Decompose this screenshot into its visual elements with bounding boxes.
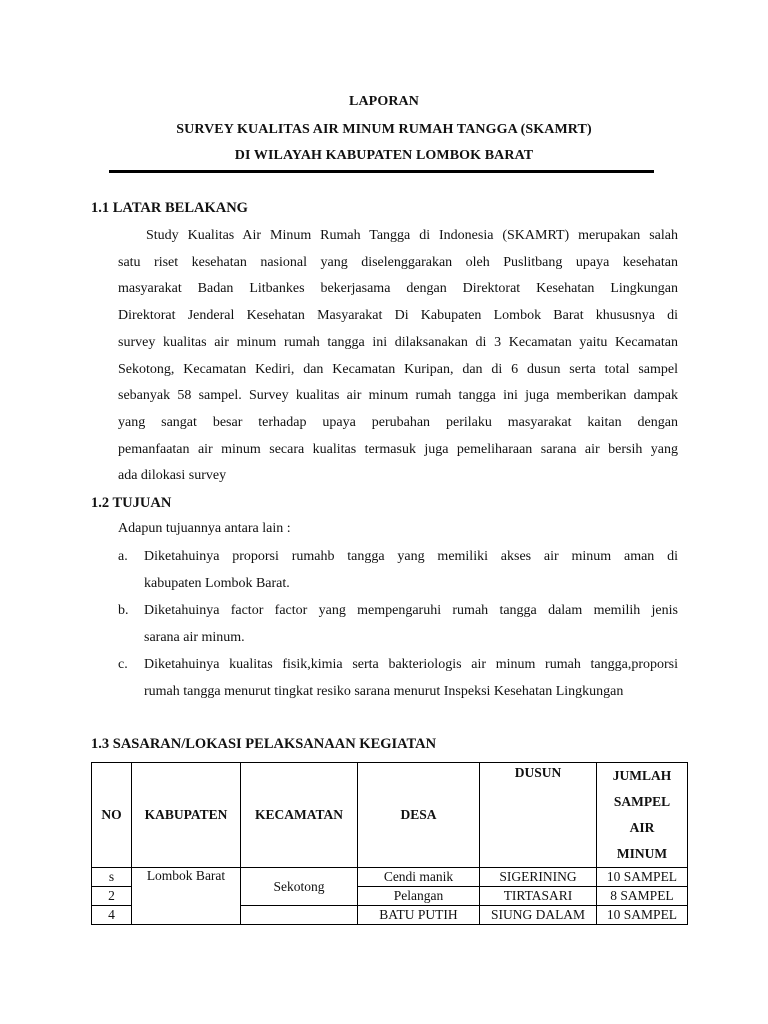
table-row <box>92 868 688 887</box>
table-header-row <box>92 763 688 868</box>
objective-line: rumah tangga menurut tingkat resiko sarana menurut Inspeksi Kesehatan Lingkungan <box>144 684 624 699</box>
objective-line: Diketahuinya proporsi rumahb tangga yang memiliki akses air minum aman di <box>144 549 678 564</box>
cell-kecamatan: Sekotong <box>241 868 358 906</box>
objective-item <box>118 651 678 705</box>
objectives-intro: Adapun tujuannya antara lain : <box>118 521 291 536</box>
header-desa: DESA <box>358 763 480 868</box>
report-title: LAPORAN <box>349 94 419 109</box>
background-paragraph <box>118 223 678 490</box>
objective-item <box>118 597 678 651</box>
cell-desa: Cendi manik <box>358 868 480 887</box>
objective-line: Diketahuinya kualitas fisik,kimia serta bakteriologis air minum rumah tangga,proporsi <box>144 657 678 672</box>
paragraph-line: survey kualitas air minum rumah tangga ini dilaksanakan di 3 Kecamatan yaitu Kecamatan <box>118 334 678 350</box>
section-heading-sasaran: 1.3 SASARAN/LOKASI PELAKSANAAN KEGIATAN <box>91 736 437 752</box>
report-subtitle: SURVEY KUALITAS AIR MINUM RUMAH TANGGA (SKAMRT) <box>176 122 592 137</box>
cell-desa: BATU PUTIH <box>358 906 480 925</box>
cell-jumlah: 10 SAMPEL <box>597 868 688 887</box>
header-dusun: DUSUN <box>480 763 597 868</box>
cell-no: s <box>92 868 132 887</box>
objective-line: sarana air minum. <box>144 630 245 645</box>
paragraph-line: pemanfaatan air minum secara kualitas termasuk juga pemeliharaan sarana air bersih yang <box>118 441 678 457</box>
paragraph-line: Sekotong, Kecamatan Kediri, dan Kecamatan Kuripan, dan di 6 dusun serta total sampel <box>118 361 678 377</box>
paragraph-line: ada dilokasi survey <box>118 468 227 484</box>
list-marker: b. <box>118 603 129 618</box>
header-kabupaten: KABUPATEN <box>132 763 241 868</box>
section-heading-latar-belakang: 1.1 LATAR BELAKANG <box>91 200 248 216</box>
cell-no: 4 <box>92 906 132 925</box>
objective-line: Diketahuinya factor factor yang mempengaruhi rumah tangga dalam memilih jenis <box>144 603 678 618</box>
cell-jumlah: 8 SAMPEL <box>597 887 688 906</box>
title-divider <box>109 170 654 173</box>
list-marker: c. <box>118 657 128 672</box>
cell-dusun: SIUNG DALAM <box>480 906 597 925</box>
section-heading-tujuan: 1.2 TUJUAN <box>91 495 172 511</box>
cell-desa: Pelangan <box>358 887 480 906</box>
header-kecamatan: KECAMATAN <box>241 763 358 868</box>
cell-jumlah: 10 SAMPEL <box>597 906 688 925</box>
cell-kabupaten: Lombok Barat <box>132 868 241 925</box>
objective-item <box>118 543 678 597</box>
header-jumlah-sampel: JUMLAH SAMPEL AIR MINUM <box>597 763 688 868</box>
cell-dusun: TIRTASARI <box>480 887 597 906</box>
list-marker: a. <box>118 549 128 564</box>
paragraph-line: Study Kualitas Air Minum Rumah Tangga di Indonesia (SKAMRT) merupakan salah <box>146 228 678 243</box>
cell-dusun: SIGERINING <box>480 868 597 887</box>
report-region: DI WILAYAH KABUPATEN LOMBOK BARAT <box>234 148 534 163</box>
paragraph-line: masyarakat Badan Litbankes bekerjasama dengan Direktorat Kesehatan Lingkungan <box>118 281 678 297</box>
location-table <box>91 762 688 925</box>
paragraph-line: Direktorat Jenderal Kesehatan Masyarakat Di Kabupaten Lombok Barat khususnya di <box>118 308 678 324</box>
cell-no: 2 <box>92 887 132 906</box>
header-no: NO <box>92 763 132 868</box>
objective-line: kabupaten Lombok Barat. <box>144 576 290 591</box>
paragraph-line: sebanyak 58 sampel. Survey kualitas air minum rumah tangga ini juga memberikan dampak <box>118 388 678 404</box>
paragraph-line: yang sangat besar terhadap upaya perubahan perilaku masyarakat kaitan dengan <box>118 414 678 430</box>
paragraph-line: satu riset kesehatan nasional yang diselenggarakan oleh Puslitbang upaya kesehatan <box>118 254 678 270</box>
cell-kecamatan-empty <box>241 906 358 925</box>
